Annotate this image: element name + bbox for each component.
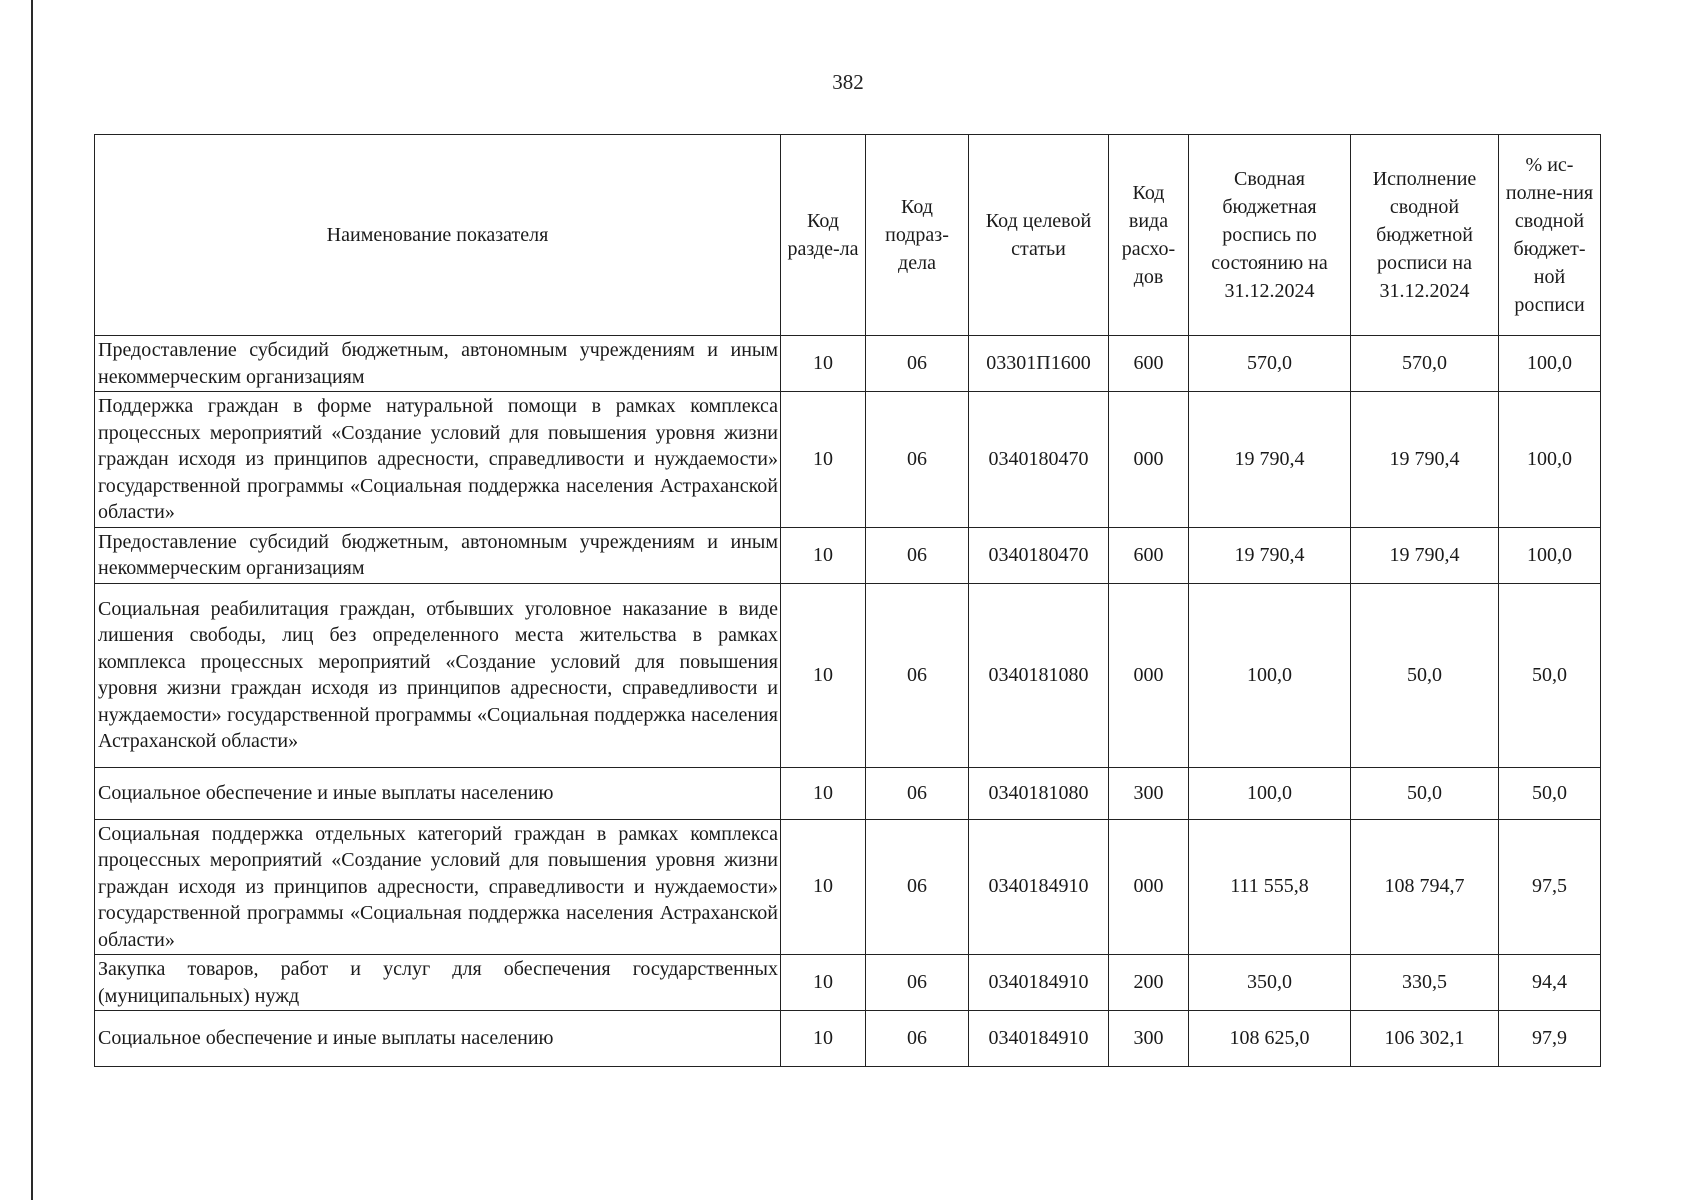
row-percent: 97,9 — [1499, 1011, 1601, 1067]
row-razdel: 10 — [781, 336, 866, 392]
table-row — [95, 1011, 1601, 1067]
row-celevaya: 0340184910 — [969, 955, 1109, 1011]
row-name: Социальное обеспечение и иные выплаты населению — [95, 1011, 781, 1067]
row-podrazdel: 06 — [866, 1011, 969, 1067]
row-razdel: 10 — [781, 1011, 866, 1067]
row-celevaya: 0340184910 — [969, 1011, 1109, 1067]
row-percent: 100,0 — [1499, 392, 1601, 528]
row-celevaya: 0340181080 — [969, 767, 1109, 819]
row-celevaya: 03301П1600 — [969, 336, 1109, 392]
row-fact: 50,0 — [1351, 767, 1499, 819]
binding-edge-line — [31, 0, 33, 1200]
row-podrazdel: 06 — [866, 392, 969, 528]
row-celevaya: 0340181080 — [969, 583, 1109, 767]
row-fact: 50,0 — [1351, 583, 1499, 767]
row-podrazdel: 06 — [866, 819, 969, 955]
row-percent: 50,0 — [1499, 583, 1601, 767]
row-razdel: 10 — [781, 583, 866, 767]
row-podrazdel: 06 — [866, 955, 969, 1011]
row-vid: 600 — [1109, 336, 1189, 392]
row-podrazdel: 06 — [866, 583, 969, 767]
row-plan: 350,0 — [1189, 955, 1351, 1011]
row-razdel: 10 — [781, 819, 866, 955]
row-name: Социальное обеспечение и иные выплаты населению — [95, 767, 781, 819]
table-row — [95, 955, 1601, 1011]
row-percent: 100,0 — [1499, 527, 1601, 583]
row-razdel: 10 — [781, 767, 866, 819]
table-row — [95, 392, 1601, 528]
table-row — [95, 527, 1601, 583]
row-fact: 19 790,4 — [1351, 527, 1499, 583]
row-fact: 330,5 — [1351, 955, 1499, 1011]
row-fact: 19 790,4 — [1351, 392, 1499, 528]
row-podrazdel: 06 — [866, 527, 969, 583]
row-plan: 100,0 — [1189, 767, 1351, 819]
header-name: Наименование показателя — [95, 135, 781, 336]
header-podrazdel: Код подраз-дела — [866, 135, 969, 336]
row-razdel: 10 — [781, 392, 866, 528]
header-percent: % ис-полне-ния сводной бюджет-ной росписи — [1499, 135, 1601, 336]
row-vid: 000 — [1109, 392, 1189, 528]
row-plan: 19 790,4 — [1189, 392, 1351, 528]
row-percent: 50,0 — [1499, 767, 1601, 819]
row-percent: 94,4 — [1499, 955, 1601, 1011]
table-row — [95, 767, 1601, 819]
row-vid: 300 — [1109, 1011, 1189, 1067]
row-vid: 200 — [1109, 955, 1189, 1011]
row-plan: 108 625,0 — [1189, 1011, 1351, 1067]
row-name: Предоставление субсидий бюджетным, автономным учреждениям и иным некоммерческим организациям — [95, 527, 781, 583]
header-vid: Код вида расхо-дов — [1109, 135, 1189, 336]
row-podrazdel: 06 — [866, 767, 969, 819]
row-vid: 600 — [1109, 527, 1189, 583]
row-fact: 106 302,1 — [1351, 1011, 1499, 1067]
row-vid: 000 — [1109, 583, 1189, 767]
row-plan: 570,0 — [1189, 336, 1351, 392]
row-fact: 108 794,7 — [1351, 819, 1499, 955]
table-row — [95, 819, 1601, 955]
row-percent: 100,0 — [1499, 336, 1601, 392]
row-podrazdel: 06 — [866, 336, 969, 392]
row-vid: 300 — [1109, 767, 1189, 819]
row-name: Предоставление субсидий бюджетным, автономным учреждениям и иным некоммерческим организациям — [95, 336, 781, 392]
row-name: Поддержка граждан в форме натуральной помощи в рамках комплекса процессных мероприятий «Создание условий для повышения уровня жизни граждан исходя из принципов адресности, справедливости и нуждаемости» государственной программы «Социальная поддержка населения Астраханской области» — [95, 392, 781, 528]
row-celevaya: 0340180470 — [969, 527, 1109, 583]
budget-execution-table — [94, 134, 1601, 1067]
row-plan: 19 790,4 — [1189, 527, 1351, 583]
row-fact: 570,0 — [1351, 336, 1499, 392]
row-name: Социальная поддержка отдельных категорий граждан в рамках комплекса процессных мероприятий «Создание условий для повышения уровня жизни граждан исходя из принципов адресности, справедливости и нуждаемости» государственной программы «Социальная поддержка населения Астраханской области» — [95, 819, 781, 955]
header-celevaya: Код целевой статьи — [969, 135, 1109, 336]
row-plan: 111 555,8 — [1189, 819, 1351, 955]
row-percent: 97,5 — [1499, 819, 1601, 955]
header-plan: Сводная бюджетная роспись по состоянию на 31.12.2024 — [1189, 135, 1351, 336]
row-vid: 000 — [1109, 819, 1189, 955]
table-row — [95, 336, 1601, 392]
row-plan: 100,0 — [1189, 583, 1351, 767]
header-razdel: Код разде-ла — [781, 135, 866, 336]
row-celevaya: 0340184910 — [969, 819, 1109, 955]
header-fact: Исполнение сводной бюджетной росписи на 31.12.2024 — [1351, 135, 1499, 336]
table-row — [95, 583, 1601, 767]
row-razdel: 10 — [781, 527, 866, 583]
row-razdel: 10 — [781, 955, 866, 1011]
row-celevaya: 0340180470 — [969, 392, 1109, 528]
table-header-row — [95, 135, 1601, 336]
row-name: Закупка товаров, работ и услуг для обеспечения государственных (муниципальных) нужд — [95, 955, 781, 1011]
page-number: 382 — [832, 70, 864, 94]
row-name: Социальная реабилитация граждан, отбывших уголовное наказание в виде лишения свободы, лиц без определенного места жительства в рамках комплекса процессных мероприятий «Создание условий для повышения уровня жизни граждан исходя из принципов адресности, справедливости и нуждаемости» государственной программы «Социальная поддержка населения Астраханской области» — [95, 583, 781, 767]
